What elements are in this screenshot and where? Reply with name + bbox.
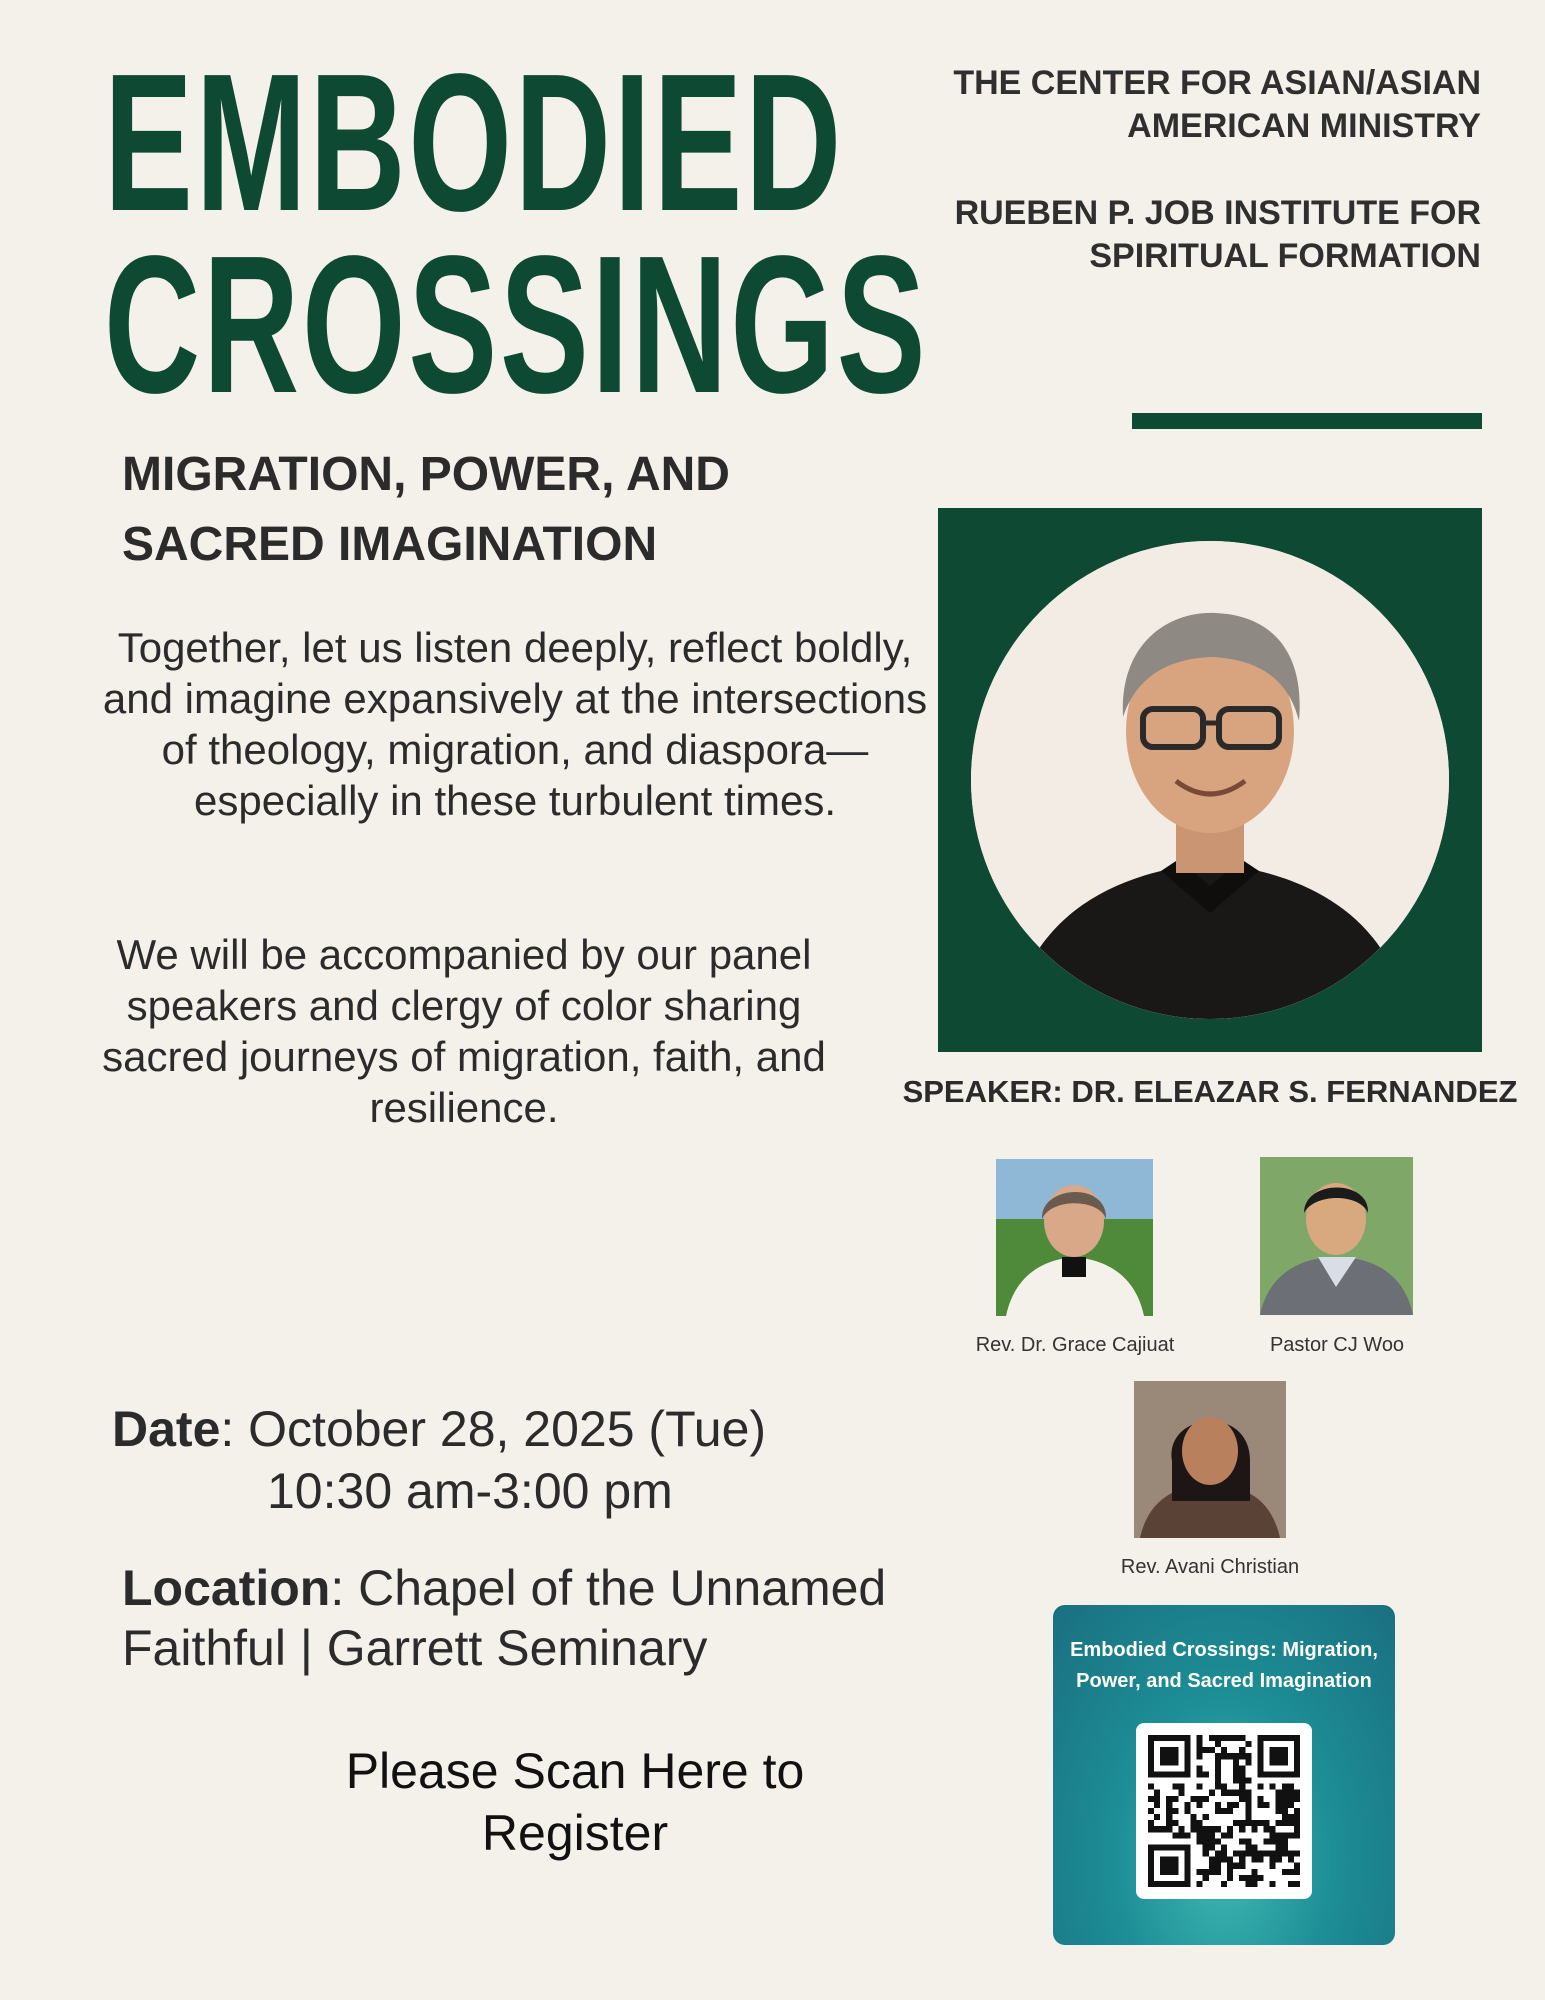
panelist-name: Rev. Avani Christian: [1120, 1556, 1300, 1578]
panelist-photo: [1260, 1157, 1413, 1315]
event-time: 10:30 am-3:00 pm: [267, 1463, 673, 1519]
subtitle-line-2: SACRED IMAGINATION: [122, 518, 658, 571]
organizer-name: RUEBEN P. JOB INSTITUTE FOR SPIRITUAL FORMATION: [954, 194, 1481, 275]
speaker-photo-frame: [938, 508, 1482, 1052]
date-value: : October 28, 2025 (Tue): [220, 1401, 767, 1457]
panelist-portrait-illustration: [996, 1159, 1153, 1316]
event-location: [122, 1558, 982, 1678]
event-title-line-1: EMBODIED: [104, 33, 845, 252]
event-title: [104, 33, 929, 434]
subtitle-line-1: MIGRATION, POWER, AND: [122, 448, 730, 501]
speaker-caption: SPEAKER: DR. ELEAZAR S. FERNANDEZ: [902, 1074, 1518, 1109]
event-title-line-2: CROSSINGS: [104, 215, 929, 434]
panelist-photo: [1134, 1381, 1286, 1538]
organizer-name: THE CENTER FOR ASIAN/ASIAN AMERICAN MINISTRY: [953, 64, 1481, 145]
event-date: [112, 1398, 972, 1522]
panelist-name: Pastor CJ Woo: [1269, 1334, 1405, 1356]
panelist-portrait-illustration: [1134, 1381, 1286, 1538]
qr-card-title: Embodied Crossings: Migration, Power, and Sacred Imagination: [1070, 1639, 1378, 1692]
intro-paragraph: Together, let us listen deeply, reflect boldly, and imagine expansively at the intersections of theology, migration, and diaspora—especially in these turbulent times.: [102, 624, 928, 824]
speaker-portrait-illustration: [971, 541, 1449, 1019]
register-instruction: Please Scan Here to Register: [345, 1743, 805, 1861]
panelist-photo: [996, 1159, 1153, 1316]
organizer-list: [861, 62, 1481, 278]
qr-code-icon: [1148, 1735, 1300, 1887]
event-subtitle: [122, 440, 842, 580]
qr-code[interactable]: [1136, 1723, 1312, 1899]
location-label: Location: [122, 1560, 331, 1616]
panelist-portrait-illustration: [1260, 1157, 1413, 1315]
location-value: : Chapel of the Unnamed Faithful | Garrett Seminary: [122, 1560, 887, 1676]
panel-paragraph: We will be accompanied by our panel speakers and clergy of color sharing sacred journeys of migration, faith, and resilience.: [102, 931, 826, 1131]
speaker-photo: [971, 541, 1449, 1019]
panelist-name: Rev. Dr. Grace Cajiuat: [975, 1334, 1175, 1356]
registration-qr-card[interactable]: [1053, 1605, 1395, 1945]
accent-bar: [1132, 413, 1482, 429]
date-label: Date: [112, 1401, 221, 1457]
